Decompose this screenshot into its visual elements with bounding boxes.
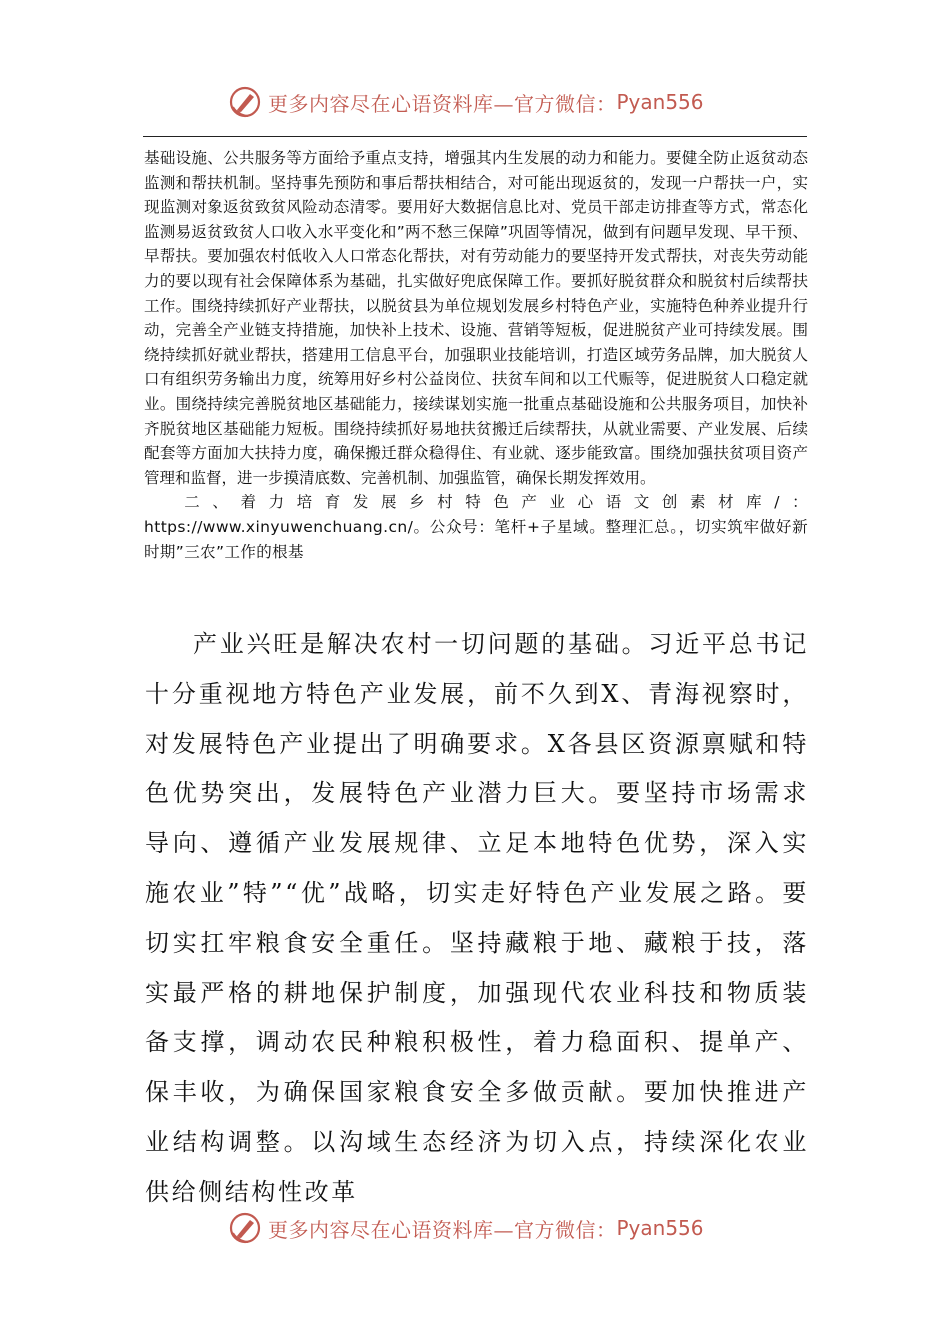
brand-wechat-id: Pyan556	[616, 1216, 704, 1240]
pen-logo-icon	[228, 85, 262, 119]
brand-text: 更多内容尽在心语资料库—官方微信：	[268, 91, 617, 116]
section-heading: 二、着力培育发展乡村特色产业心语文创素材库/：https://www.xinyuwenchuang.cn/。公众号：笔杆+子星域。整理汇总。，切实筑牢做好新时期”三农”工作的根基	[144, 493, 808, 561]
small-text-section	[144, 146, 808, 564]
pen-logo-icon	[228, 1211, 262, 1245]
header-rule	[143, 136, 807, 137]
body-paragraph: 基础设施、公共服务等方面给予重点支持，增强其内生发展的动力和能力。要健全防止返贫动态监测和帮扶机制。坚持事先预防和事后帮扶相结合，对可能出现返贫的，发现一户帮扶一户，实现监测对象返贫致贫风险动态清零。要用好大数据信息比对、党员干部走访排查等方式，常态化监测易返贫致贫人口收入水平变化和”两不愁三保障”巩固等情况，做到有问题早发现、早干预、早帮扶。要加强农村低收入人口常态化帮扶，对有劳动能力的要坚持开发式帮扶，对丧失劳动能力的要以现有社会保障体系为基础，扎实做好兜底保障工作。要抓好脱贫群众和脱贫村后续帮扶工作。围绕持续抓好产业帮扶，以脱贫县为单位规划发展乡村特色产业，实施特色种养业提升行动，完善全产业链支持措施，加快补上技术、设施、营销等短板，促进脱贫产业可持续发展。围绕持续抓好就业帮扶，搭建用工信息平台，加强职业技能培训，打造区域劳务品牌，加大脱贫人口有组织劳务输出力度，统筹用好乡村公益岗位、扶贫车间和以工代赈等，促进脱贫人口稳定就业。围绕持续完善脱贫地区基础能力，接续谋划实施一批重点基础设施和公共服务项目，加快补齐脱贫地区基础能力短板。围绕持续抓好易地扶贫搬迁后续帮扶，从就业需要、产业发展、后续配套等方面加大扶持力度，确保搬迁群众稳得住、有业就、逐步能致富。围绕加强扶贫项目资产管理和监督，进一步摸清底数、完善机制、加强监管，确保长期发挥效用。	[144, 149, 808, 487]
large-text-section	[145, 620, 809, 1218]
brand-wechat-id: Pyan556	[616, 90, 704, 114]
header-brand	[228, 84, 748, 120]
brand-text: 更多内容尽在心语资料库—官方微信：	[268, 1217, 617, 1242]
footer-brand	[228, 1210, 748, 1246]
body-paragraph-large: 产业兴旺是解决农村一切问题的基础。习近平总书记十分重视地方特色产业发展，前不久到X、青海视察时，对发展特色产业提出了明确要求。X各县区资源禀赋和特色优势突出，发展特色产业潜力巨大。要坚持市场需求导向、遵循产业发展规律、立足本地特色优势，深入实施农业”特”“优”战略，切实走好特色产业发展之路。要切实扛牢粮食安全重任。坚持藏粮于地、藏粮于技，落实最严格的耕地保护制度，加强现代农业科技和物质装备支撑，调动农民种粮积极性，着力稳面积、提单产、保丰收，为确保国家粮食安全多做贡献。要加快推进产业结构调整。以沟域生态经济为切入点，持续深化农业供给侧结构性改革	[145, 630, 809, 1206]
